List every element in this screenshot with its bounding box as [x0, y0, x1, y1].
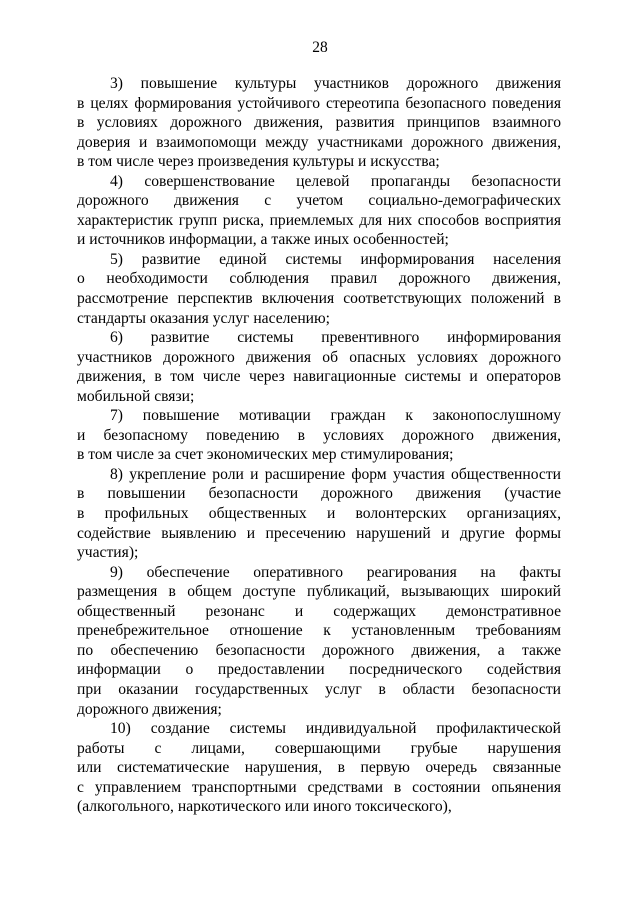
text-line: и безопасному поведению в условиях дорожного движения, [77, 426, 561, 444]
text-line: в том числе за счет экономических мер стимулирования; [77, 446, 454, 464]
text-line: (алкогольного, наркотического или иного токсического), [77, 798, 452, 816]
text-line: движения, в том числе через навигационные системы и операторов [77, 368, 561, 386]
paragraph [77, 465, 561, 563]
text-line: информации о предоставлении посреднического содействия [77, 661, 561, 679]
text-line: участия); [77, 544, 139, 562]
text-line: 9) обеспечение оперативного реагирования на факты [110, 563, 561, 581]
text-line: пренебрежительное отношение к установленным требованиям [77, 622, 561, 640]
text-line: дорожного движения с учетом социально-демографических [77, 192, 561, 210]
paragraph [77, 250, 561, 328]
document-body [77, 74, 561, 817]
text-line: при оказании государственных услуг в области безопасности [77, 680, 561, 698]
text-line: 8) укрепление роли и расширение форм участия общественности [110, 465, 561, 483]
text-line: в условиях дорожного движения, развития принципов взаимного [77, 114, 561, 132]
text-line: в том числе через произведения культуры и искусства; [77, 153, 440, 171]
paragraph [77, 719, 561, 817]
text-line: 6) развитие системы превентивного информирования [110, 329, 561, 347]
text-line: участников дорожного движения об опасных условиях дорожного [77, 348, 561, 366]
page-number: 28 [312, 39, 328, 56]
text-line: о необходимости соблюдения правил дорожного движения, [77, 270, 561, 288]
text-line: размещения в общем доступе публикаций, вызывающих широкий [77, 583, 561, 601]
text-line: в профильных общественных и волонтерских организациях, [77, 505, 561, 523]
text-line: по обеспечению безопасности дорожного движения, а также [77, 641, 561, 659]
paragraph [77, 328, 561, 406]
text-line: мобильной связи; [77, 387, 195, 405]
paragraph [77, 74, 561, 172]
text-line: дорожного движения; [77, 700, 222, 718]
text-line: характеристик групп риска, приемлемых для них способов восприятия [77, 211, 561, 229]
text-line: работы с лицами, совершающими грубые нарушения [77, 739, 561, 757]
paragraph [77, 406, 561, 465]
text-line: в целях формирования устойчивого стереотипа безопасного поведения [77, 94, 561, 112]
text-line: содействие выявлению и пресечению нарушений и другие формы [77, 524, 561, 542]
text-line: 3) повышение культуры участников дорожного движения [110, 75, 561, 92]
text-line: или систематические нарушения, в первую очередь связанные [77, 759, 561, 777]
paragraph [77, 172, 561, 250]
text-line: общественный резонанс и содержащих демонстративное [77, 602, 561, 620]
text-line: 4) совершенствование целевой пропаганды безопасности [110, 172, 561, 190]
paragraph [77, 563, 561, 719]
text-line: 10) создание системы индивидуальной профилактической [110, 720, 561, 738]
text-line: 7) повышение мотивации граждан к законопослушному [110, 407, 561, 425]
text-line: стандарты оказания услуг населению; [77, 309, 330, 327]
text-line: с управлением транспортными средствами в состоянии опьянения [77, 778, 561, 796]
text-line: в повышении безопасности дорожного движения (участие [77, 485, 561, 503]
text-line: 5) развитие единой системы информирования населения [110, 250, 561, 268]
text-line: доверия и взаимопомощи между участниками дорожного движения, [77, 133, 561, 151]
text-line: рассмотрение перспектив включения соответствующих положений в [77, 290, 561, 308]
text-line: и источников информации, а также иных особенностей; [77, 231, 449, 249]
